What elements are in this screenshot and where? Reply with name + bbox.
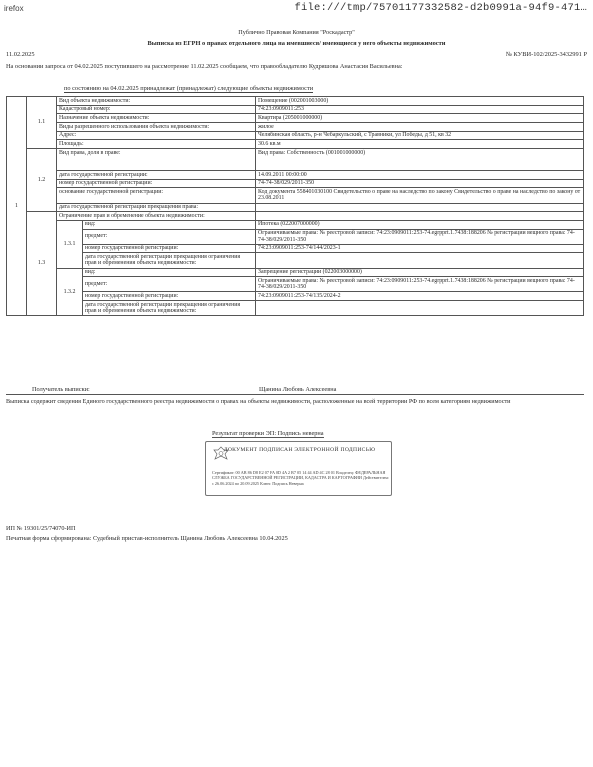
intro-text: На основании запроса от 04.02.2025 поступившего на рассмотрение 11.02.2025 сообщаем, что правообладателю Кудряшова Анастасия Васильевна: bbox=[6, 63, 403, 70]
encumbrance-header: Ограничение прав и обременение объекта недвижимости: bbox=[57, 212, 256, 221]
row-value: 74-74-38/029/2011-350 bbox=[256, 179, 584, 188]
table-row bbox=[7, 277, 584, 292]
table-row bbox=[7, 188, 584, 203]
address-bar-url[interactable]: file:///tmp/75701177332582-d2b0991a-94f9-471… bbox=[294, 2, 587, 14]
table-row bbox=[7, 171, 584, 180]
table-row bbox=[7, 301, 584, 316]
row-value: Ипотека (022007000000) bbox=[256, 220, 584, 229]
row-label: дата государственной регистрации прекращения ограничения прав и обременения объекта недвижимости: bbox=[83, 253, 256, 268]
section-number: 1.2 bbox=[27, 149, 57, 212]
row-value: Челябинская область, р-н Чебаркульский, с Травники, ул Победы, д 51, кв 32 bbox=[256, 131, 584, 140]
table-row bbox=[7, 114, 584, 123]
recipient-value: Щанина Любовь Алексеевна bbox=[259, 386, 337, 393]
outer-number: 1 bbox=[7, 97, 27, 316]
row-value bbox=[256, 301, 584, 316]
printed-by: Печатная форма сформирована: Судебный пристав-исполнитель Щанина Любовь Алексеевна 10.04.2025 bbox=[6, 535, 288, 542]
row-value: Помещение (002001003000) bbox=[256, 97, 584, 106]
row-label: Вид объекта недвижимости: bbox=[57, 97, 256, 106]
table-row bbox=[7, 244, 584, 253]
row-label: Адрес: bbox=[57, 131, 256, 140]
row-value: Вид права: Собственность (001001000000) bbox=[256, 149, 584, 171]
encumbrance-number: 1.3.1 bbox=[57, 220, 83, 268]
property-table bbox=[6, 96, 584, 316]
signature-check-result: Результат проверки ЭП: Подпись неверна bbox=[212, 430, 324, 437]
table-row bbox=[7, 268, 584, 277]
document-date: 11.02.2025 bbox=[6, 51, 35, 58]
table-row bbox=[7, 292, 584, 301]
statement-note: Выписка содержит сведения Единого государственного реестра недвижимости о правах на объекты недвижимости, расположенные на всей территории РФ по всем категориям недвижимости bbox=[6, 398, 511, 405]
stamp-details: Сертификат: 00 AB 86 D8 E2 07 FA 0D 4A 2 B7 05 14 44 AD 4C 28 01 Владелец: ФЕДЕРАЛЬНАЯ СЛУЖБА ГОСУДАРСТВЕННОЙ РЕГИСТРАЦИИ, КАДАСТРА И КАРТОГРАФИИ Действителен: с 26.06.2024 по 20.09.2025 Ключ: Подпись Неверна bbox=[212, 470, 389, 486]
table-row bbox=[7, 97, 584, 106]
row-value: 74:23:0909011:253 bbox=[256, 105, 584, 114]
intro-subtext: по состоянию на 04.02.2025 принадлежат (принадлежат) следующие объекты недвижимости bbox=[64, 85, 314, 92]
row-label: предмет: bbox=[83, 229, 256, 244]
table-row bbox=[7, 253, 584, 268]
row-label: Кадастровый номер: bbox=[57, 105, 256, 114]
table-row bbox=[7, 203, 584, 212]
divider bbox=[6, 394, 584, 395]
row-label: вид: bbox=[83, 220, 256, 229]
row-label: номер государственной регистрации: bbox=[83, 244, 256, 253]
browser-app-name: irefox bbox=[4, 4, 24, 13]
row-label: Виды разрешенного использования объекта недвижимости: bbox=[57, 123, 256, 132]
row-label: предмет: bbox=[83, 277, 256, 292]
stamp-title: ДОКУМЕНТ ПОДПИСАН ЭЛЕКТРОННОЙ ПОДПИСЬЮ bbox=[223, 447, 376, 453]
table-row bbox=[7, 220, 584, 229]
row-label: дата государственной регистрации прекращения права: bbox=[57, 203, 256, 212]
row-label: номер государственной регистрации: bbox=[57, 179, 256, 188]
row-value: Запрещение регистрации (022003000000) bbox=[256, 268, 584, 277]
electronic-signature-stamp bbox=[205, 441, 392, 496]
recipient-label: Получатель выписки: bbox=[32, 386, 90, 393]
table-row bbox=[7, 212, 584, 221]
row-label: дата государственной регистрации: bbox=[57, 171, 256, 180]
row-value bbox=[256, 203, 584, 212]
table-row bbox=[7, 149, 584, 171]
row-value: Ограничиваемые права: № реестровой записи: 74:23:0909011:253-74.egrpprt.1.7438:188206 № регистрации вещного права: 74-74-38/029/2011-350 bbox=[256, 229, 584, 244]
row-label: дата государственной регистрации прекращения ограничения прав и обременения объекта недвижимости: bbox=[83, 301, 256, 316]
row-value: Квартира (205001000000) bbox=[256, 114, 584, 123]
row-value: 74:23:0909011:253-74/135/2024-2 bbox=[256, 292, 584, 301]
row-label: вид: bbox=[83, 268, 256, 277]
row-label: номер государственной регистрации: bbox=[83, 292, 256, 301]
document-title: Выписка из ЕГРН о правах отдельного лица на имевшиеся/ имеющиеся у него объекты недвижимости bbox=[147, 40, 446, 47]
row-value bbox=[256, 253, 584, 268]
company-name: Публично Правовая Компания "Роскадастр" bbox=[238, 29, 355, 36]
table-row bbox=[7, 229, 584, 244]
row-value: 74:23:0909011:253-74/144/2023-1 bbox=[256, 244, 584, 253]
section-number: 1.3 bbox=[27, 212, 57, 316]
document-number: № КУВИ-102/2025-3432991 Р bbox=[505, 51, 587, 58]
row-label: основание государственной регистрации: bbox=[57, 188, 256, 203]
row-value: жилое bbox=[256, 123, 584, 132]
enforcement-proceeding-id: ИП № 19301/25/74070-ИП bbox=[6, 525, 76, 532]
row-label: Площадь: bbox=[57, 140, 256, 149]
row-label: Назначение объекта недвижимости: bbox=[57, 114, 256, 123]
table-row bbox=[7, 179, 584, 188]
table-row bbox=[7, 131, 584, 140]
section-number: 1.1 bbox=[27, 97, 57, 149]
row-value: 14.09.2011 00:00:00 bbox=[256, 171, 584, 180]
row-label: Вид права, доля в праве: bbox=[57, 149, 256, 171]
encumbrance-number: 1.3.2 bbox=[57, 268, 83, 316]
row-value: 30.6 кв.м bbox=[256, 140, 584, 149]
row-value: Ограничиваемые права: № реестровой записи: 74:23:0909011:253-74.egrpprt.1.7438:188206 № регистрации вещного права: 74-74-38/029/2011-350 bbox=[256, 277, 584, 292]
row-value: Код документа 558401030100 Свидетельство о праве на наследство по закону Свидетельство о праве на наследство по закону от 23.08.2011 bbox=[256, 188, 584, 203]
table-row bbox=[7, 123, 584, 132]
table-row bbox=[7, 140, 584, 149]
table-row bbox=[7, 105, 584, 114]
